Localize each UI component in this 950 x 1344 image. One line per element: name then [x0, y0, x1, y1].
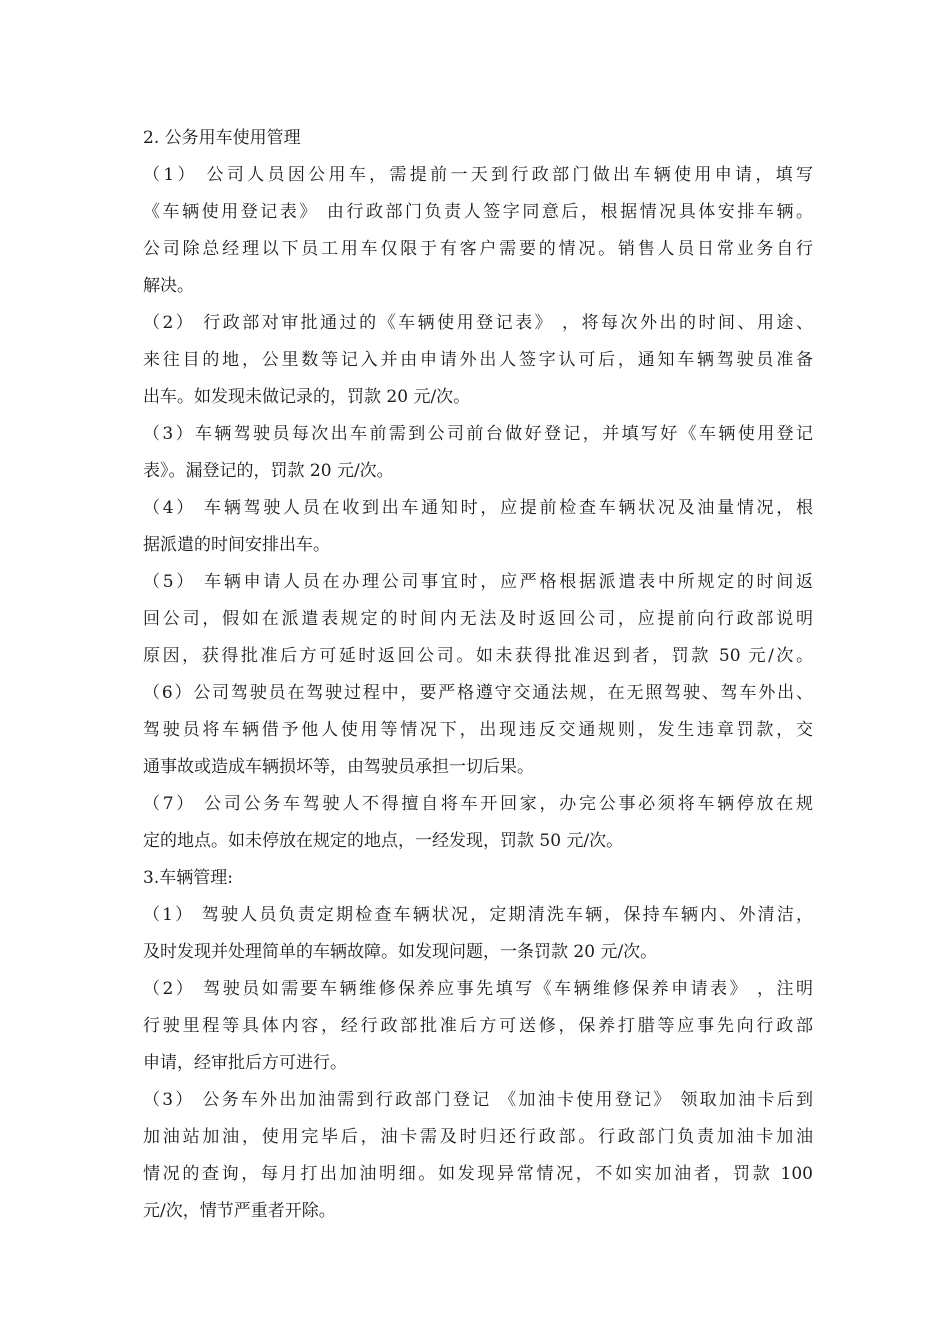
section-heading-2: 2. 公务用车使用管理 — [143, 128, 301, 148]
text-line: （7） 公司公务车驾驶人不得擅自将车开回家，办完公事必须将车辆停放在规 — [143, 794, 813, 814]
text-line: 定的地点。如未停放在规定的地点，一经发现，罚款 50 元/次。 — [143, 831, 624, 851]
text-line: 行驶里程等具体内容，经行政部批准后方可送修，保养打腊等应事先向行政部 — [143, 1016, 813, 1036]
text-line: （6）公司驾驶员在驾驶过程中，要严格遵守交通法规，在无照驾驶、驾车外出、 — [143, 683, 813, 703]
text-line: 据派遣的时间安排出车。 — [143, 535, 330, 555]
text-line: 表》。漏登记的，罚款 20 元/次。 — [143, 461, 394, 481]
text-line: 驾驶员将车辆借予他人使用等情况下，出现违反交通规则，发生违章罚款，交 — [143, 720, 813, 740]
section-heading-3: 3.车辆管理: — [143, 868, 233, 888]
text-line: 解决。 — [143, 276, 194, 296]
text-line: （3） 公务车外出加油需到行政部门登记 《加油卡使用登记》 领取加油卡后到 — [143, 1090, 813, 1110]
text-line: 公司除总经理以下员工用车仅限于有客户需要的情况。销售人员日常业务自行 — [143, 239, 813, 259]
text-line: 加油站加油，使用完毕后，油卡需及时归还行政部。行政部门负责加油卡加油 — [143, 1127, 813, 1147]
text-line: （2） 驾驶员如需要车辆维修保养应事先填写《车辆维修保养申请表》 ，注明 — [143, 979, 813, 999]
text-line: （3）车辆驾驶员每次出车前需到公司前台做好登记，并填写好《车辆使用登记 — [143, 424, 813, 444]
text-line: 原因，获得批准后方可延时返回公司。如未获得批准迟到者，罚款 50 元/次。 — [143, 646, 813, 666]
text-line: 来往目的地，公里数等记入并由申请外出人签字认可后，通知车辆驾驶员准备 — [143, 350, 813, 370]
text-line: 《车辆使用登记表》 由行政部门负责人签字同意后，根据情况具体安排车辆。 — [143, 202, 813, 222]
document-body — [143, 120, 813, 1230]
text-line: （5） 车辆申请人员在办理公司事宜时，应严格根据派遣表中所规定的时间返 — [143, 572, 813, 592]
text-line: （4） 车辆驾驶人员在收到出车通知时，应提前检查车辆状况及油量情况，根 — [143, 498, 813, 518]
text-line: 元/次，情节严重者开除。 — [143, 1201, 336, 1221]
text-line: （1） 公司人员因公用车，需提前一天到行政部门做出车辆使用申请，填写 — [143, 165, 813, 185]
text-line: （1） 驾驶人员负责定期检查车辆状况，定期清洗车辆，保持车辆内、外清洁， — [143, 905, 813, 925]
text-line: 及时发现并处理简单的车辆故障。如发现问题，一条罚款 20 元/次。 — [143, 942, 658, 962]
text-line: 通事故或造成车辆损坏等，由驾驶员承担一切后果。 — [143, 757, 534, 777]
text-line: 情况的查询，每月打出加油明细。如发现异常情况，不如实加油者，罚款 100 — [143, 1164, 813, 1184]
text-line: 回公司，假如在派遣表规定的时间内无法及时返回公司，应提前向行政部说明 — [143, 609, 813, 629]
text-line: （2） 行政部对审批通过的《车辆使用登记表》 ，将每次外出的时间、用途、 — [143, 313, 813, 333]
text-line: 出车。如发现未做记录的，罚款 20 元/次。 — [143, 387, 471, 407]
text-line: 申请，经审批后方可进行。 — [143, 1053, 347, 1073]
